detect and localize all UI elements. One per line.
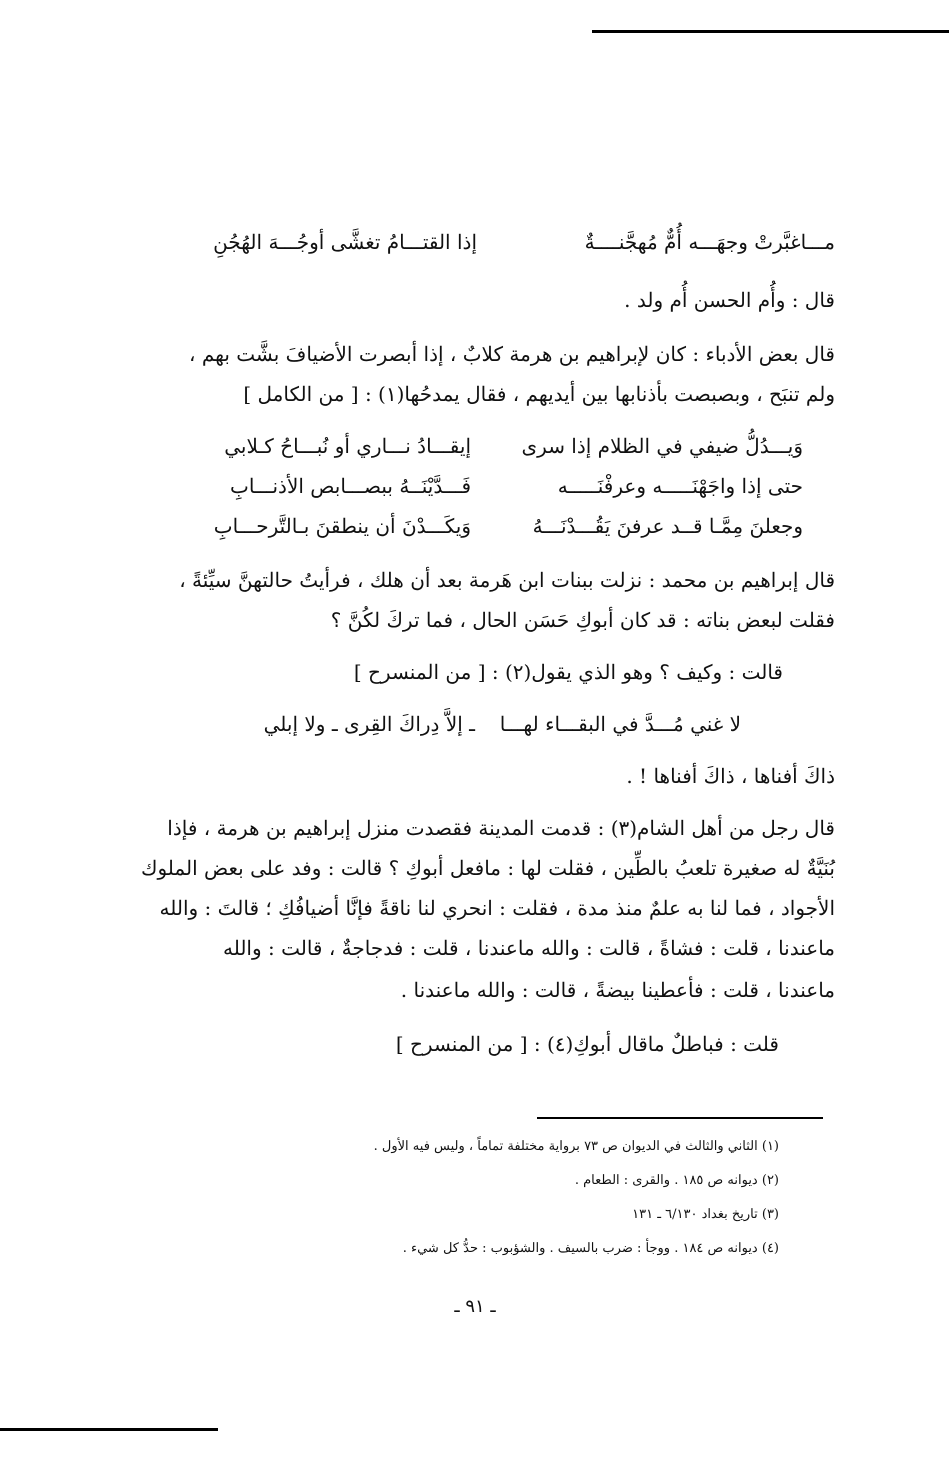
footnote: (٣) تاريخ بغداد ٦/١٣٠ ـ ١٣١ (632, 1207, 779, 1222)
paragraph-line: قال رجل من أهل الشام(٣) : قدمت المدينة فقصدت منزل إبراهيم بن هرمة ، فإذا (167, 816, 835, 840)
paragraph-line: ماعندنا ، قلت : فشاةً ، قالت : والله ماعندنا ، قلت : فدجاجةٌ ، قالت : والله (222, 936, 835, 960)
poem-hemistich: وَيـــدُلُّ ضيفي في الظلام إذا سرى (521, 434, 803, 458)
page-number: ـ ٩١ ـ (454, 1296, 496, 1317)
paragraph-line: ماعندنا ، قلت : فأعطينا بيضةً ، قالت : والله ماعندنا . (400, 978, 835, 1002)
poem-hemistich: ـ إلاَّ دِراكَ القِرى ـ ولا إبلي (263, 712, 475, 736)
paragraph-line: قالت : وكيف ؟ وهو الذي يقول(٢) : [ من المنسرح ] (353, 660, 783, 684)
poem-hemistich: وجعلنَ مِمَّـا قــد عرفنَ يَقُـــدْنَـــهُ (532, 514, 803, 538)
bottom-rule (0, 1428, 218, 1431)
footnote-separator (537, 1117, 823, 1119)
footnote: (١) الثاني والثالث في الديوان ص ٧٣ برواية مختلفة تماماً ، وليس فيه الأول . (373, 1139, 779, 1154)
poem-hemistich: وَيكَـــدْنَ أن ينطقنَ بـالتَّرحـــابِ (213, 514, 471, 538)
poem-hemistich: فَـــدَّيْنَــهُ ببصـــابص الأذنـــابِ (229, 474, 471, 498)
footnote: (٢) ديوانه ص ١٨٥ . والقرى : الطعام . (574, 1173, 779, 1188)
poem-hemistich: لا غني مُـــدَّ في البقـــاء لهـــا (499, 712, 741, 736)
paragraph-line: قال : وأُم الحسن أُم ولد . (624, 288, 835, 312)
paragraph-line: ذاكَ أفناها ، ذاكَ أفناها ! . (626, 764, 835, 788)
paragraph-line: قال بعض الأدباء : كان لإبراهيم بن هرمة كلابٌ ، إذا أبصرت الأضيافَ بشَّت بهم ، (189, 342, 835, 366)
paragraph-line: قال إبراهيم بن محمد : نزلت ببنات ابن هَرمة بعد أن هلك ، فرأيتُ حالتهنَّ سيِّئةً ، (179, 568, 835, 592)
paragraph-line: فقلت لبعض بناته : قد كان أبوكِ حَسَن الحال ، فما تركَ لكُنَّ ؟ (330, 608, 835, 632)
poem-hemistich: إيقـــادُ نـــاري أو نُبـــاحُ كـلابي (224, 434, 471, 458)
paragraph-line: بُنَيَّةٌ له صغيرة تلعبُ بالطِّين ، فقلت لها : مافعل أبوكِ ؟ قالت : وفد على بعض الملوك (140, 856, 835, 880)
footnote: (٤) ديوانه ص ١٨٤ . ووجأ : ضرب بالسيف . والشؤبوب : حدُّ كل شيء . (402, 1241, 779, 1256)
top-rule (592, 30, 949, 33)
paragraph-line: قلت : فباطلٌ ماقال أبوكِ(٤) : [ من المنسرح ] (395, 1032, 779, 1056)
poem-hemistich: حتى إذا واجَهْنَـــــه وعرفْنَـــــه (557, 474, 803, 498)
paragraph-line: ولم تنبَح ، وبصبصت بأذنابها بين أيديهم ، فقال يمدحُها(١) : [ من الكامل ] (243, 382, 835, 406)
verse-hemistich-1: مـــاغبَّرتْ وجهَـــه أُمٌّ مُهجَّنــــةٌ (584, 230, 835, 254)
paragraph-line: الأجواد ، فما لنا به علمٌ منذ مدة ، فقلت : انحري لنا ناقةً فإنَّا أضيافُكِ ؛ قالتَ : والله (159, 896, 835, 920)
verse-hemistich-2: إذا القتـــامُ تغشَّى أوجُـــهَ الهُجُنِ (213, 230, 477, 254)
